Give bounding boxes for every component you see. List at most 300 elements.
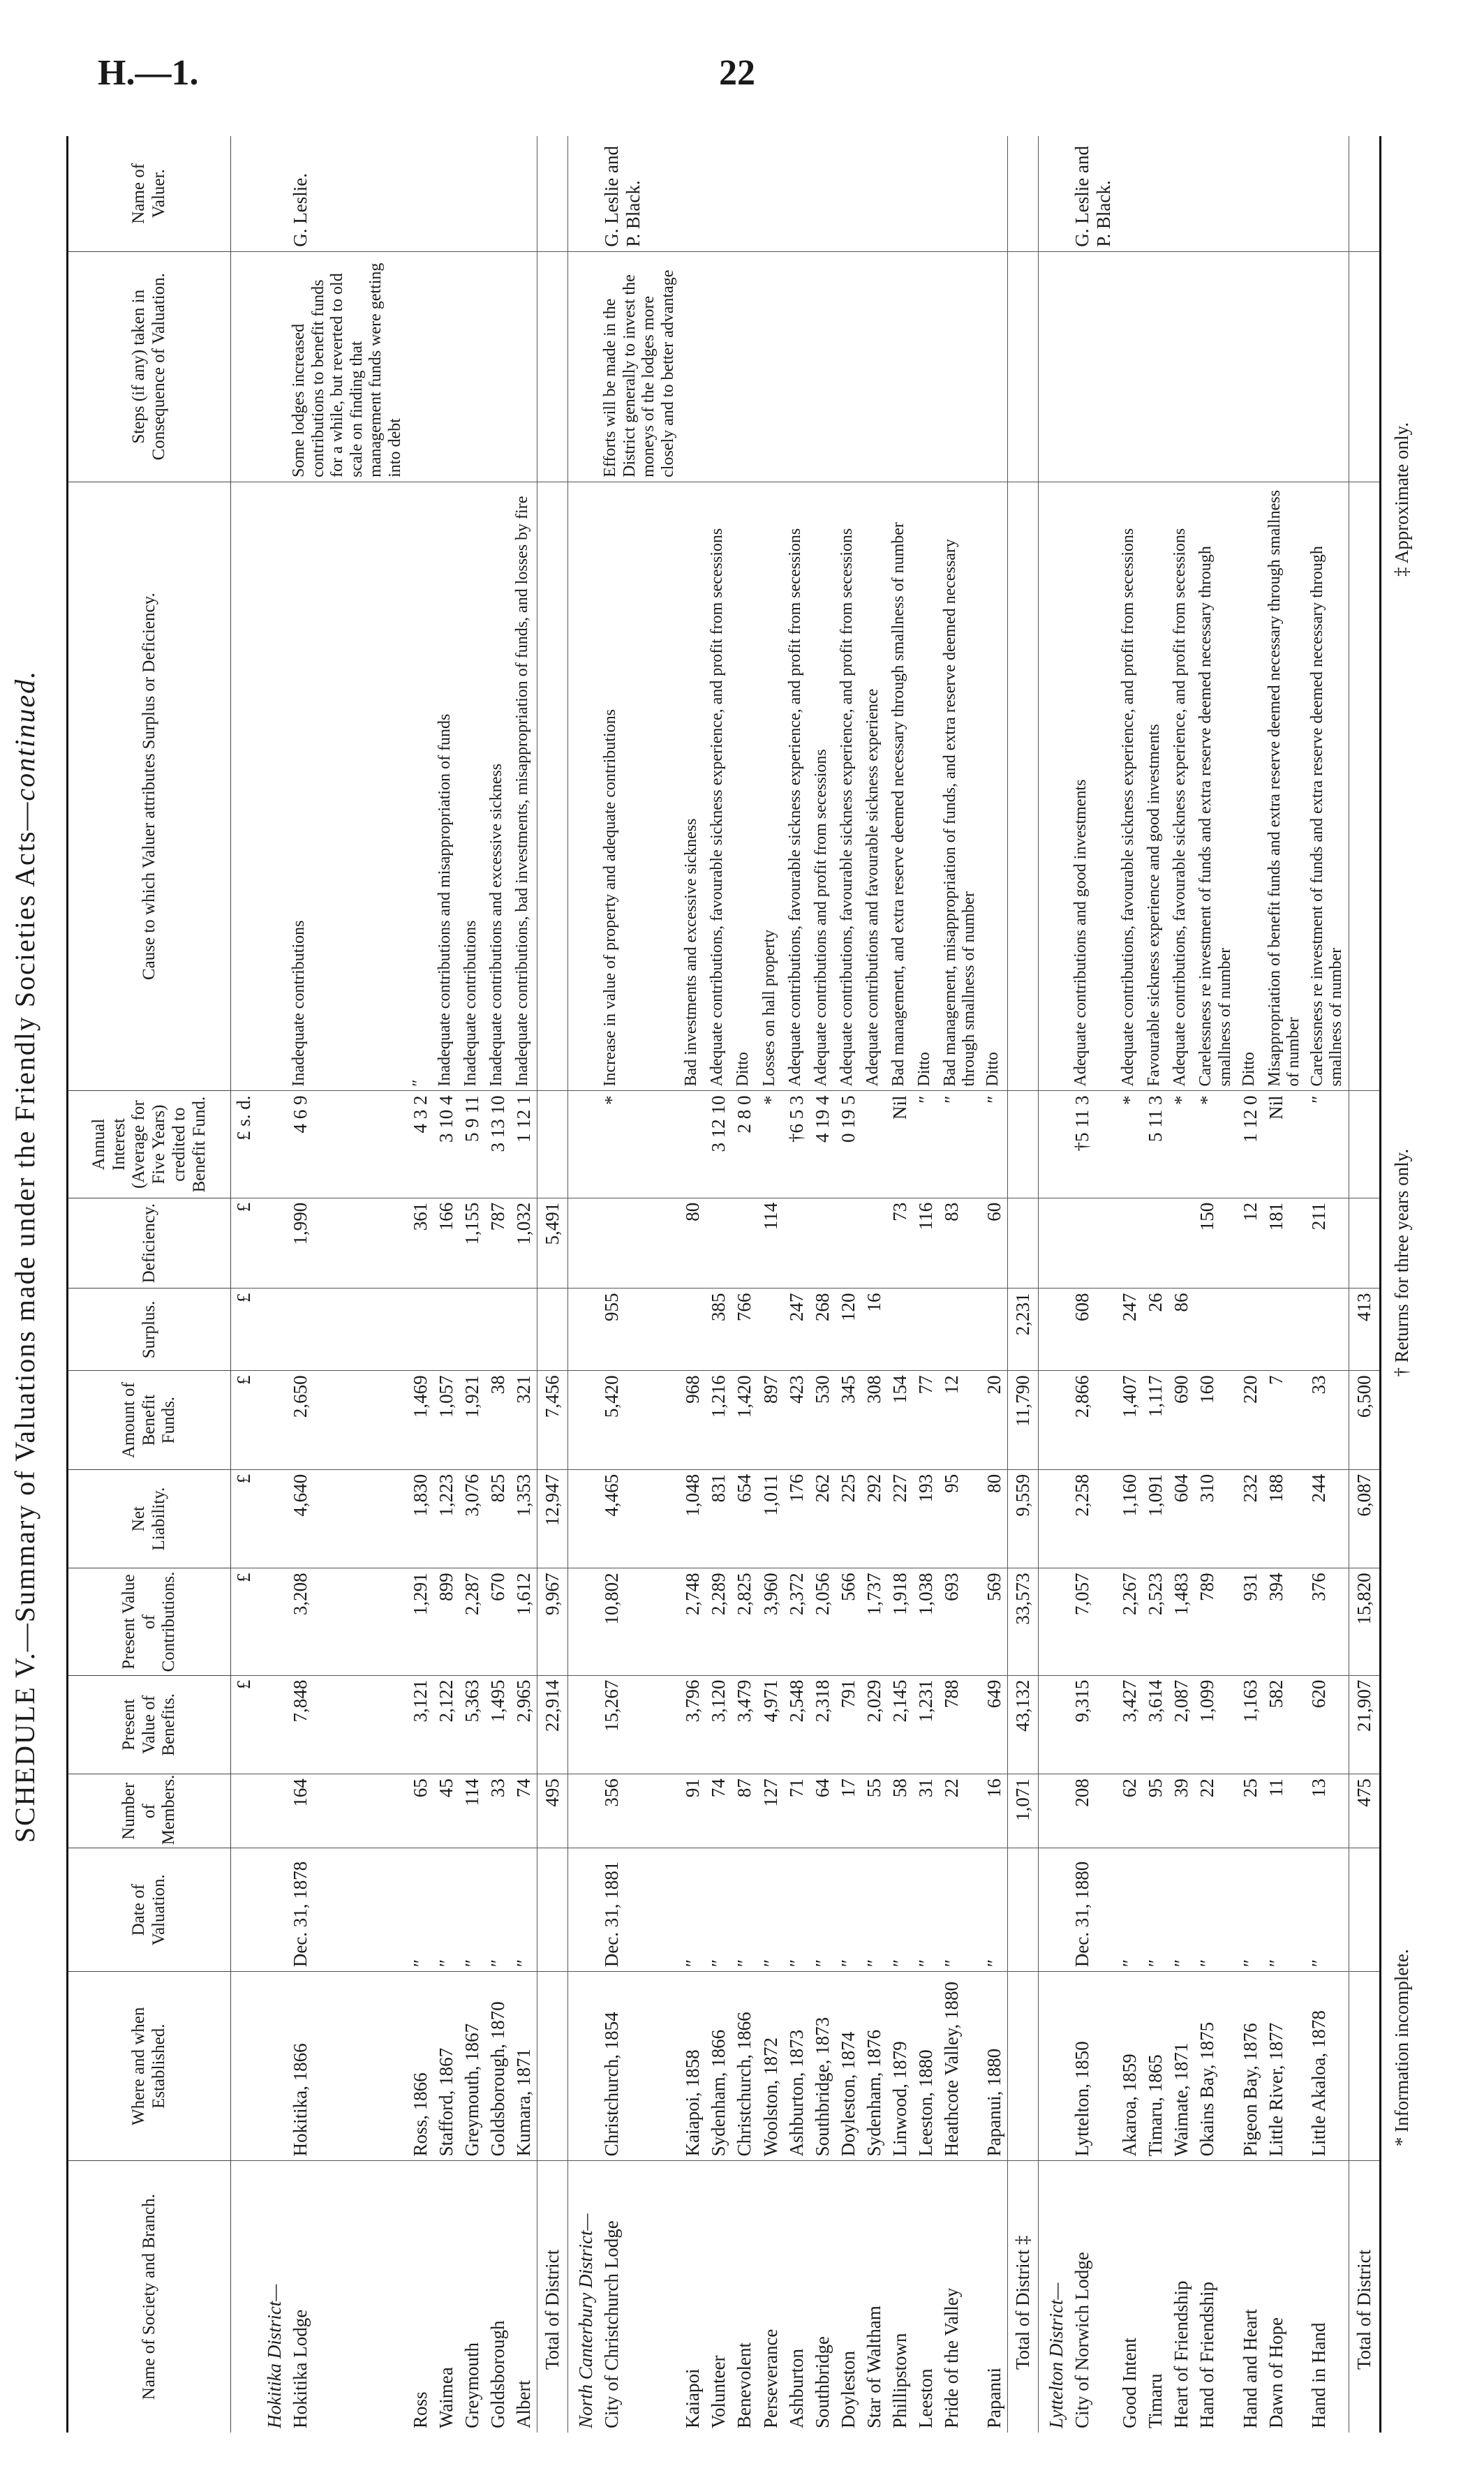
table-cell: 2,056	[810, 1568, 836, 1675]
table-cell	[485, 1289, 511, 1371]
table-cell: Woolston, 1872	[758, 1972, 784, 2161]
table-cell: 1,990	[288, 1198, 408, 1289]
table-cell	[408, 251, 433, 482]
table-cell: 2,289	[706, 1568, 732, 1675]
table-cell: 227	[887, 1469, 913, 1568]
table-cell: Dec. 31, 1880	[1069, 1848, 1117, 1972]
table-cell: 3 12 10	[706, 1091, 732, 1198]
table-cell	[567, 482, 599, 1091]
table-cell: 566	[836, 1568, 861, 1675]
table-cell: 2,866	[1069, 1371, 1117, 1470]
table-cell: 2,318	[810, 1675, 836, 1774]
table-cell: Efforts will be made in the District generally to invest the moneys of the lodges more closely and to better advantage	[599, 251, 680, 482]
table-cell: 176	[784, 1469, 810, 1568]
table-cell	[913, 136, 939, 251]
table-cell: ″	[913, 1091, 939, 1198]
table-cell	[836, 136, 861, 251]
table-cell: 120	[836, 1289, 861, 1371]
table-cell: Ashburton, 1873	[784, 1972, 810, 2161]
table-cell	[1117, 136, 1143, 251]
table-cell: 6,500	[1349, 1371, 1381, 1470]
table-cell: Doyleston	[837, 2351, 859, 2428]
table-cell: 3,960	[758, 1568, 784, 1675]
footnote: * Information incomplete.	[1391, 1949, 1413, 2147]
table-cell: 232	[1238, 1469, 1263, 1568]
table-cell: 15,267	[599, 1675, 680, 1774]
table-cell: 74	[511, 1774, 537, 1848]
table-cell: 91	[680, 1774, 706, 1848]
table-cell: 220	[1238, 1371, 1263, 1470]
table-cell: Adequate contributions and profit from secessions	[810, 482, 836, 1091]
table-cell: 649	[981, 1675, 1008, 1774]
table-cell: 244	[1306, 1469, 1349, 1568]
table-cell: Doyleston, 1874	[836, 1972, 861, 2161]
table-cell: 1,155	[459, 1198, 485, 1289]
table-cell: Papanui	[984, 2368, 1005, 2428]
unit-cell: £ s. d.	[231, 1091, 258, 1198]
table-cell: ″	[1263, 1848, 1306, 1972]
table-cell	[257, 1198, 288, 1289]
table-cell: Losses on hall property	[758, 482, 784, 1091]
table-cell: 26	[1143, 1289, 1168, 1371]
table-cell	[567, 1198, 599, 1289]
table-cell	[1008, 1091, 1039, 1198]
table-row	[433, 136, 459, 2433]
table-cell	[706, 251, 732, 482]
table-cell: 9,559	[1008, 1469, 1039, 1568]
table-cell: 262	[810, 1469, 836, 1568]
district-heading-row	[257, 136, 288, 2433]
table-cell: Greymouth, 1867	[459, 1972, 485, 2161]
table-cell	[433, 251, 459, 482]
table-cell: ″	[913, 1848, 939, 1972]
table-cell	[1238, 251, 1263, 482]
table-cell: ″	[939, 1091, 981, 1198]
table-cell: 608	[1069, 1289, 1117, 1371]
table-cell	[887, 136, 913, 251]
table-cell: 394	[1263, 1568, 1306, 1675]
table-cell: 1,091	[1143, 1469, 1168, 1568]
table-cell: *	[758, 1091, 784, 1198]
table-cell: 582	[1263, 1675, 1306, 1774]
table-cell	[537, 251, 567, 482]
table-cell: 5 11 3	[1143, 1091, 1168, 1198]
unit-cell	[231, 1774, 258, 1848]
table-cell	[257, 251, 288, 482]
table-cell	[810, 251, 836, 482]
table-cell: Hokitika District—	[264, 2284, 285, 2428]
table-cell: 413	[1349, 1289, 1381, 1371]
unit-cell	[231, 251, 258, 482]
unit-cell: £	[231, 1568, 258, 1675]
table-cell	[537, 1289, 567, 1371]
table-row	[784, 136, 810, 2433]
table-cell	[408, 1289, 433, 1371]
table-cell: 654	[732, 1469, 757, 1568]
table-row	[288, 136, 408, 2433]
table-cell: 2,287	[459, 1568, 485, 1675]
table-cell	[511, 1289, 537, 1371]
table-cell	[887, 251, 913, 482]
table-cell: 33	[1306, 1371, 1349, 1470]
table-cell	[887, 1289, 913, 1371]
table-cell	[1349, 482, 1381, 1091]
table-cell: Favourable sickness experience and good investments	[1143, 482, 1168, 1091]
table-cell: 1,038	[913, 1568, 939, 1675]
table-cell: 247	[784, 1289, 810, 1371]
table-cell: Adequate contributions, favourable sickness experience, and profit from secessions	[784, 482, 810, 1091]
table-cell: 268	[810, 1289, 836, 1371]
table-row	[981, 136, 1008, 2433]
table-cell	[567, 1568, 599, 1675]
table-cell	[913, 251, 939, 482]
table-cell: Inadequate contributions, bad investments, misappropriation of funds, and losses by fire	[511, 482, 537, 1091]
table-cell: 3,208	[288, 1568, 408, 1675]
table-cell: 3,120	[706, 1675, 732, 1774]
table-cell: 2,029	[861, 1675, 887, 1774]
document-code: H.—1.	[98, 53, 199, 93]
table-cell: 955	[599, 1289, 680, 1371]
column-header: Number of Members.	[68, 1774, 231, 1848]
table-cell: 345	[836, 1371, 861, 1470]
table-row	[680, 136, 706, 2433]
table-cell: 899	[433, 1568, 459, 1675]
district-heading-row	[1039, 136, 1070, 2433]
table-cell: 7	[1263, 1371, 1306, 1470]
table-cell: Good Intent	[1119, 2338, 1141, 2428]
table-cell: Ditto	[981, 482, 1008, 1091]
table-cell: 1,291	[408, 1568, 433, 1675]
table-cell	[1117, 251, 1143, 482]
table-cell: 4,465	[599, 1469, 680, 1568]
table-cell: 45	[433, 1774, 459, 1848]
table-cell: ″	[732, 1848, 757, 1972]
table-cell: *	[1194, 1091, 1237, 1198]
table-cell: 188	[1263, 1469, 1306, 1568]
table-cell: Sydenham, 1876	[861, 1972, 887, 2161]
table-cell	[257, 1469, 288, 1568]
table-cell: ″	[810, 1848, 836, 1972]
table-cell: ″	[836, 1848, 861, 1972]
table-cell	[732, 251, 757, 482]
table-cell	[1349, 1091, 1381, 1198]
table-cell: 495	[537, 1774, 567, 1848]
table-cell: 2,650	[288, 1371, 408, 1470]
table-cell: 65	[408, 1774, 433, 1848]
table-cell: Carelessness re investment of funds and extra reserve deemed necessary through smallness of number	[1306, 482, 1349, 1091]
table-cell: 154	[887, 1371, 913, 1470]
table-cell: City of Christchurch Lodge	[600, 2220, 622, 2428]
table-cell	[257, 1848, 288, 1972]
unit-cell: £	[231, 1289, 258, 1371]
table-cell: 620	[1306, 1675, 1349, 1774]
table-cell	[567, 1848, 599, 1972]
table-cell: 114	[459, 1774, 485, 1848]
table-cell: 80	[680, 1198, 706, 1289]
table-cell: ″	[706, 1848, 732, 1972]
table-cell: Nil	[1263, 1091, 1306, 1198]
table-cell: 4 6 9	[288, 1091, 408, 1198]
table-cell: Hand and Heart	[1239, 2309, 1261, 2428]
table-cell: 376	[1306, 1568, 1349, 1675]
table-cell	[680, 251, 706, 482]
table-row	[1194, 136, 1237, 2433]
table-cell	[1349, 1972, 1381, 2161]
table-cell: 16	[981, 1774, 1008, 1848]
table-cell	[567, 251, 599, 482]
column-header: Present Value of Benefits.	[68, 1675, 231, 1774]
table-cell: Inadequate contributions and misappropriation of funds	[433, 482, 459, 1091]
table-cell: 1,117	[1143, 1371, 1168, 1470]
table-cell: 321	[511, 1371, 537, 1470]
table-body	[257, 136, 1381, 2433]
table-cell: 2,145	[887, 1675, 913, 1774]
table-cell: 193	[913, 1469, 939, 1568]
table-cell	[939, 136, 981, 251]
table-row	[1069, 136, 1117, 2433]
table-cell: 1,921	[459, 1371, 485, 1470]
table-cell	[1194, 1289, 1237, 1371]
table-cell: 86	[1168, 1289, 1194, 1371]
table-cell	[537, 482, 567, 1091]
table-cell: 788	[939, 1675, 981, 1774]
table-cell: 13	[1306, 1774, 1349, 1848]
table-cell: *	[599, 1091, 680, 1198]
table-cell	[537, 1091, 567, 1198]
table-cell	[836, 251, 861, 482]
column-header: Amount of Benefit Funds.	[68, 1371, 231, 1470]
table-row	[459, 136, 485, 2433]
table-cell	[257, 1675, 288, 1774]
table-cell: ″	[1238, 1848, 1263, 1972]
table-cell	[1349, 1848, 1381, 1972]
table-cell: 931	[1238, 1568, 1263, 1675]
table-cell	[1117, 1198, 1143, 1289]
table-cell	[567, 1371, 599, 1470]
table-cell: 17	[836, 1774, 861, 1848]
table-cell: 1,223	[433, 1469, 459, 1568]
table-cell: 789	[1194, 1568, 1237, 1675]
table-cell	[981, 251, 1008, 482]
table-cell	[511, 251, 537, 482]
table-cell: Kaiapoi	[682, 2368, 704, 2428]
table-row	[511, 136, 537, 2433]
table-cell: 1,099	[1194, 1675, 1237, 1774]
table-cell: North Canterbury District—	[574, 2213, 596, 2428]
table-cell	[758, 251, 784, 482]
table-cell: 310	[1194, 1469, 1237, 1568]
table-cell: 3,796	[680, 1675, 706, 1774]
table-cell	[810, 136, 836, 251]
table-cell	[1008, 136, 1039, 251]
table-cell: Adequate contributions and favourable sickness experience	[861, 482, 887, 1091]
table-cell	[758, 1289, 784, 1371]
table-cell	[433, 1289, 459, 1371]
table-cell: 114	[758, 1198, 784, 1289]
table-cell: 73	[887, 1198, 913, 1289]
table-cell	[511, 136, 537, 251]
table-row	[485, 136, 511, 2433]
units-row	[231, 136, 258, 2433]
table-cell: Adequate contributions, favourable sickness experience, and profit from secessions	[706, 482, 732, 1091]
table-cell: 3 13 10	[485, 1091, 511, 1198]
table-cell: ″	[1306, 1848, 1349, 1972]
table-cell: 43,132	[1008, 1675, 1039, 1774]
table-cell: 3 10 4	[433, 1091, 459, 1198]
schedule-title	[8, 70, 41, 2443]
table-cell	[1039, 251, 1070, 482]
table-cell: 3,614	[1143, 1675, 1168, 1774]
table-cell: 2,267	[1117, 1568, 1143, 1675]
table-cell	[732, 136, 757, 251]
table-cell	[1039, 1848, 1070, 1972]
district-total-row	[1008, 136, 1039, 2433]
table-cell: 1,483	[1168, 1568, 1194, 1675]
table-cell: 87	[732, 1774, 757, 1848]
table-row	[861, 136, 887, 2433]
table-cell	[1039, 1774, 1070, 1848]
table-cell	[257, 136, 288, 251]
table-cell: 2,523	[1143, 1568, 1168, 1675]
table-cell: Ditto	[1238, 482, 1263, 1091]
table-cell	[1238, 136, 1263, 251]
table-cell	[567, 136, 599, 251]
table-cell: 1,353	[511, 1469, 537, 1568]
table-cell: 4,640	[288, 1469, 408, 1568]
table-cell: 1,163	[1238, 1675, 1263, 1774]
table-cell: 83	[939, 1198, 981, 1289]
table-cell: 3,479	[732, 1675, 757, 1774]
table-cell: Total of District	[1349, 2161, 1381, 2433]
table-cell: 4 19 4	[810, 1091, 836, 1198]
table-cell: 1,420	[732, 1371, 757, 1470]
table-cell: 39	[1168, 1774, 1194, 1848]
table-cell: Waimate, 1871	[1168, 1972, 1194, 2161]
unit-cell: £	[231, 1675, 258, 1774]
table-cell: ″	[887, 1848, 913, 1972]
table-cell: 1,057	[433, 1371, 459, 1470]
table-cell: Misappropriation of benefit funds and extra reserve deemed necessary through smallness of number	[1263, 482, 1306, 1091]
table-cell: 361	[408, 1198, 433, 1289]
table-row	[758, 136, 784, 2433]
schedule-title-main: SCHEDULE V.—Summary of Valuations made under the Friendly Societies Acts—	[9, 801, 40, 1843]
table-cell: Ashburton	[785, 2349, 807, 2428]
table-cell: Inadequate contributions	[288, 482, 408, 1091]
table-cell: ″	[485, 1848, 511, 1972]
table-cell: 1,612	[511, 1568, 537, 1675]
table-cell: 164	[288, 1774, 408, 1848]
table-cell	[257, 1371, 288, 1470]
table-cell: 64	[810, 1774, 836, 1848]
table-cell	[981, 136, 1008, 251]
table-cell: 791	[836, 1675, 861, 1774]
table-cell: Goldsborough, 1870	[485, 1972, 511, 2161]
page-number: 22	[719, 53, 755, 93]
table-cell: 308	[861, 1371, 887, 1470]
unit-cell: £	[231, 1371, 258, 1470]
table-cell: 16	[861, 1289, 887, 1371]
table-cell: Akaroa, 1859	[1117, 1972, 1143, 2161]
table-cell: Leeston, 1880	[913, 1972, 939, 2161]
table-cell: ″	[433, 1848, 459, 1972]
table-cell: 80	[981, 1469, 1008, 1568]
table-cell: 1,032	[511, 1198, 537, 1289]
table-cell: 12,947	[537, 1469, 567, 1568]
table-cell: 670	[485, 1568, 511, 1675]
table-cell: 2,231	[1008, 1289, 1039, 1371]
table-cell: 825	[485, 1469, 511, 1568]
table-cell	[784, 136, 810, 251]
table-cell	[567, 1289, 599, 1371]
table-cell: Ditto	[732, 482, 757, 1091]
table-cell	[1039, 1198, 1070, 1289]
table-cell	[1008, 1972, 1039, 2161]
table-cell	[1039, 482, 1070, 1091]
table-cell: 1,160	[1117, 1469, 1143, 1568]
column-header: Where and when Established.	[68, 1972, 231, 2161]
table-cell	[1194, 136, 1237, 251]
table-cell	[1349, 1198, 1381, 1289]
table-cell: 2,825	[732, 1568, 757, 1675]
table-cell: 693	[939, 1568, 981, 1675]
table-cell: 787	[485, 1198, 511, 1289]
table-cell: Goldsborough	[487, 2320, 508, 2428]
table-cell: Lyttelton, 1850	[1069, 1972, 1117, 2161]
table-cell: Southbridge, 1873	[810, 1972, 836, 2161]
table-cell	[1168, 136, 1194, 251]
table-cell	[1143, 136, 1168, 251]
table-cell	[680, 1091, 706, 1198]
table-row	[836, 136, 861, 2433]
table-cell: Increase in value of property and adequate contributions	[599, 482, 680, 1091]
table-cell	[485, 136, 511, 251]
table-cell: Some lodges increased contributions to benefit funds for a while, but reverted to old scale on finding that management funds were getting into debt	[288, 251, 408, 482]
table-cell	[1168, 251, 1194, 482]
table-cell: 150	[1194, 1198, 1237, 1289]
table-cell: Phillipstown	[889, 2333, 910, 2428]
table-cell	[939, 251, 981, 482]
table-cell: 9,967	[537, 1568, 567, 1675]
table-cell: 6,087	[1349, 1469, 1381, 1568]
table-cell: Ross, 1866	[408, 1972, 433, 2161]
table-cell: 1,469	[408, 1371, 433, 1470]
table-cell	[810, 1198, 836, 1289]
table-row	[1117, 136, 1143, 2433]
table-cell	[1039, 1675, 1070, 1774]
table-cell: 208	[1069, 1774, 1117, 1848]
table-cell: 31	[913, 1774, 939, 1848]
table-cell	[1238, 1289, 1263, 1371]
table-cell: 11	[1263, 1774, 1306, 1848]
table-cell: ″	[981, 1091, 1008, 1198]
table-cell: 604	[1168, 1469, 1194, 1568]
table-cell: Timaru	[1145, 2373, 1166, 2428]
table-cell	[537, 1972, 567, 2161]
table-cell: 2,965	[511, 1675, 537, 1774]
table-cell: 1,830	[408, 1469, 433, 1568]
district-total-row	[537, 136, 567, 2433]
table-cell: Hokitika Lodge	[290, 2309, 311, 2428]
table-cell	[706, 1198, 732, 1289]
table-cell: †6 5 3	[784, 1091, 810, 1198]
table-cell: Adequate contributions, favourable sickness experience, and profit from secessions	[1117, 482, 1143, 1091]
table-cell: 2,258	[1069, 1469, 1117, 1568]
table-cell	[1306, 1289, 1349, 1371]
table-cell: 5,491	[537, 1198, 567, 1289]
table-cell: Perseverance	[759, 2329, 781, 2428]
table-cell: ″	[1117, 1848, 1143, 1972]
table-cell: Christchurch, 1866	[732, 1972, 757, 2161]
